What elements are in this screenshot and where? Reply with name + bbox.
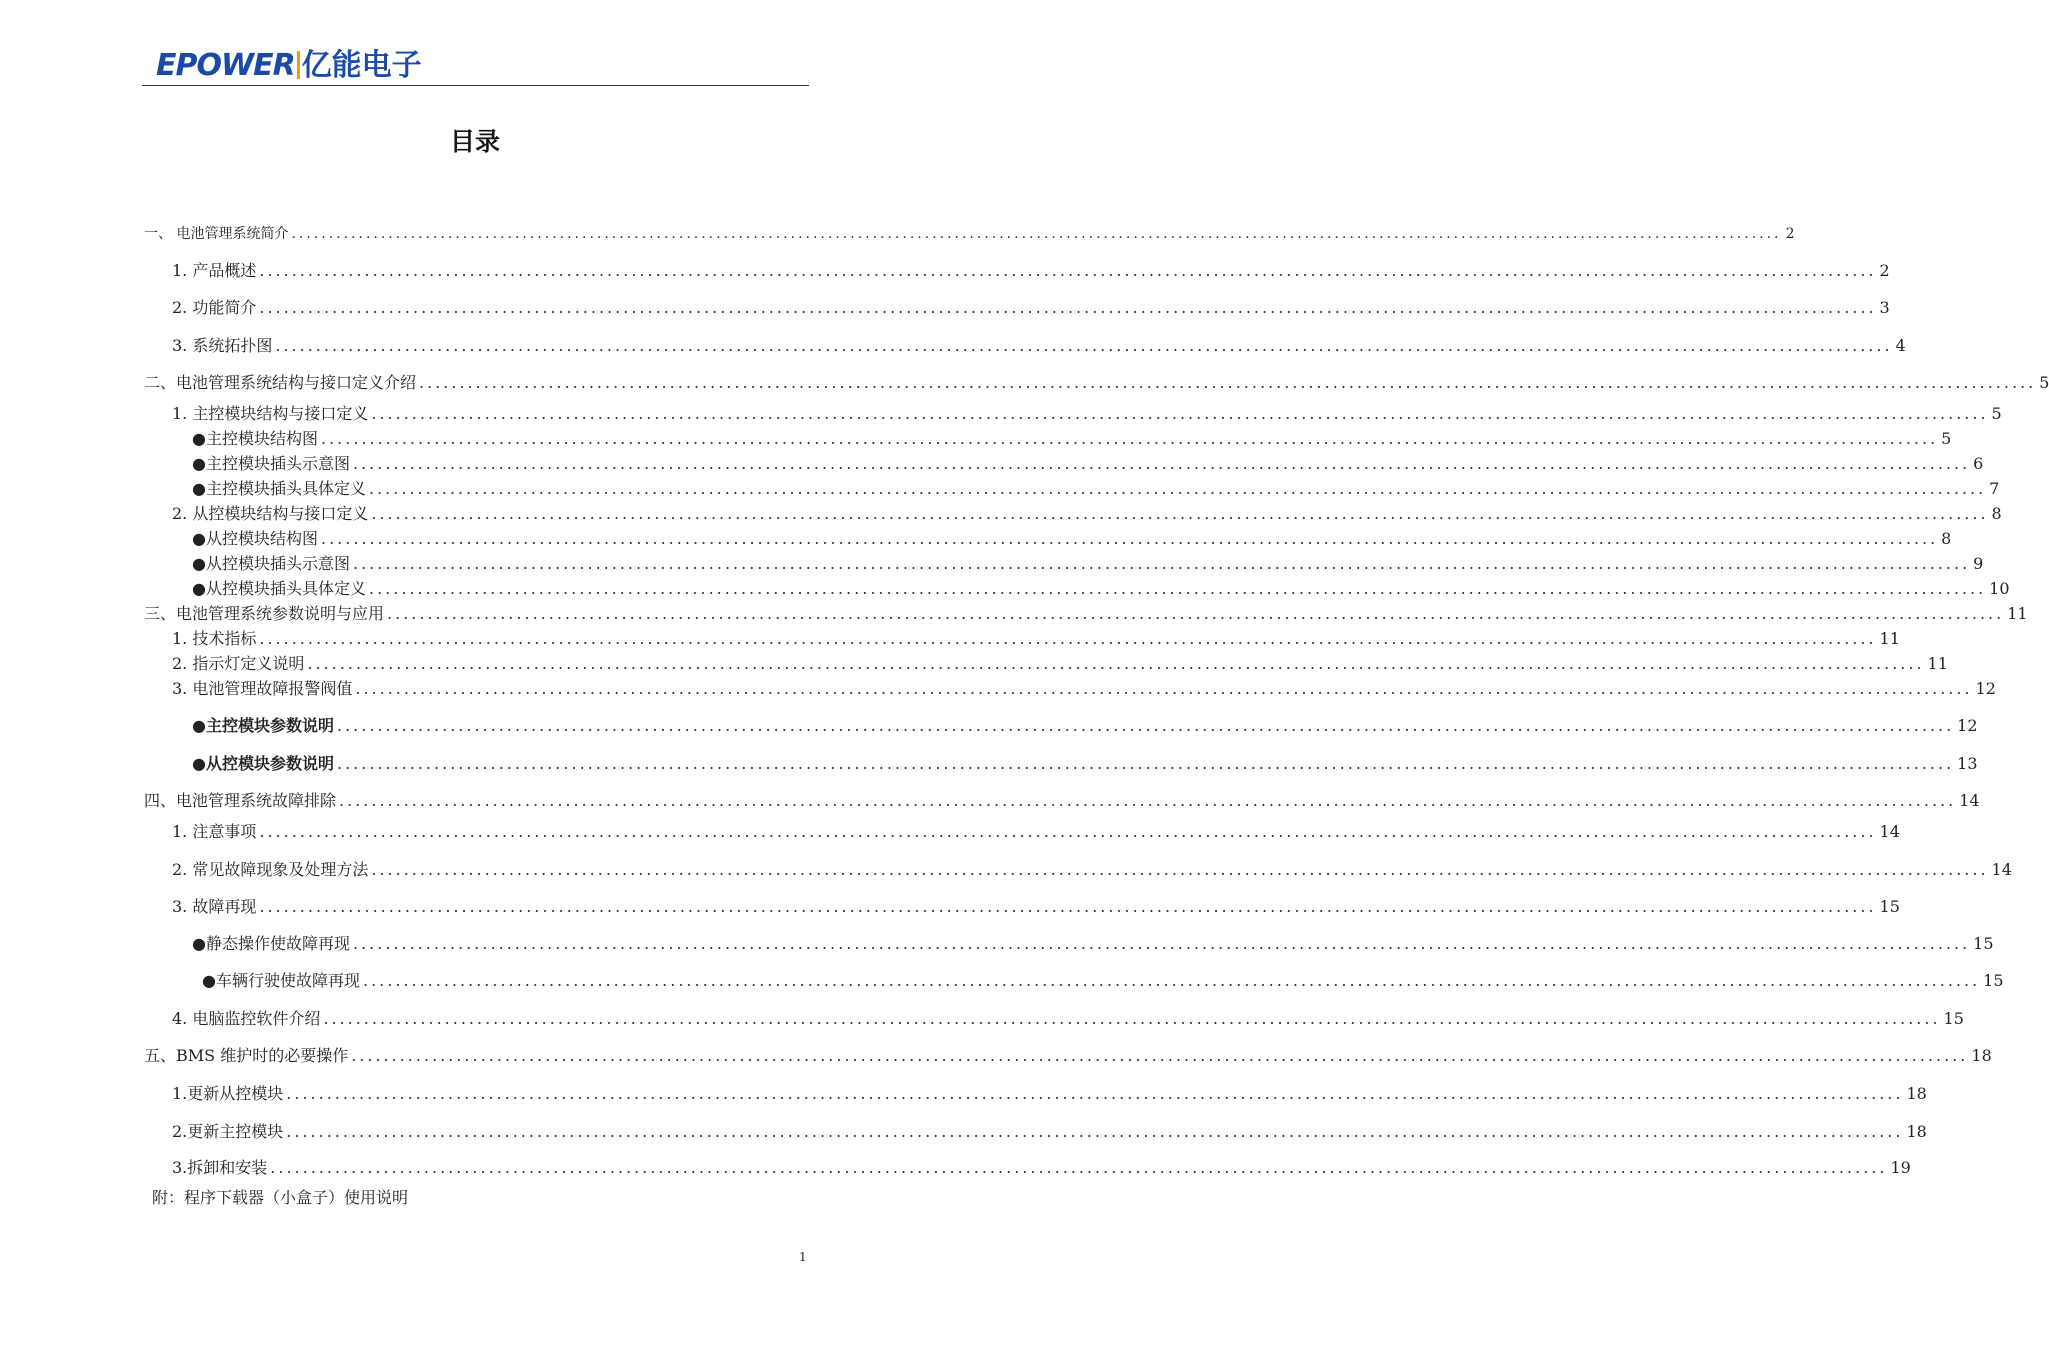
toc-entry-page: 8 (1991, 504, 2002, 523)
toc-entry[interactable] (172, 259, 1890, 283)
toc-entry-text: 2. 指示灯定义说明 (172, 654, 305, 673)
toc-entry-label (172, 627, 256, 651)
toc-entry-page: 18 (1906, 1084, 1927, 1103)
dot-leader: ........................................................................................................................................................................................................ (259, 897, 1877, 916)
toc-entry-label (172, 1007, 320, 1031)
toc-entry[interactable] (172, 858, 2012, 882)
toc-entry[interactable] (172, 1082, 1927, 1106)
logo-accent-bar (297, 51, 300, 79)
bullet-icon: ● (192, 716, 206, 735)
logo-chinese: 亿能电子 (301, 48, 422, 83)
toc-entry-label (192, 752, 334, 776)
bullet-icon: ● (192, 454, 206, 473)
toc-entry-label (144, 789, 336, 813)
toc-entry-label (172, 1082, 283, 1106)
dot-leader: ........................................................................................................................................................................................................ (323, 1009, 1941, 1028)
dot-leader: ........................................................................................................................................................................................................ (371, 504, 1989, 523)
page-header (142, 44, 809, 87)
toc-entry[interactable] (144, 602, 2028, 626)
toc-entry[interactable] (172, 502, 2002, 526)
dot-leader: ........................................................................................................................................................................................................ (286, 1084, 1904, 1103)
toc-entry[interactable] (192, 932, 1994, 956)
toc-entry-text: 主控模块参数说明 (205, 716, 334, 735)
toc-entry-label (144, 602, 384, 626)
toc-entry[interactable] (144, 371, 2049, 395)
dot-leader: ........................................................................................................................................................................................................ (320, 429, 1939, 448)
toc-entry-page: 7 (1989, 479, 2000, 498)
toc-entry[interactable] (172, 1120, 1927, 1144)
toc-entry-text: 从控模块插头示意图 (205, 554, 350, 573)
dot-leader: ........................................................................................................................................................................................................ (336, 716, 1955, 735)
dot-leader: ........................................................................................................................................................................................................ (259, 629, 1877, 648)
toc-entry-text: 2. 常见故障现象及处理方法 (172, 860, 369, 879)
toc-entry-page: 9 (1973, 554, 1984, 573)
toc-entry-text: 2.更新主控模块 (172, 1122, 284, 1141)
toc-entry-text: 1. 产品概述 (172, 261, 257, 280)
toc-entry-text: 从控模块结构图 (205, 529, 318, 548)
dot-leader: ........................................................................................................................................................................................................ (291, 226, 1782, 242)
toc-entry-text: 3.拆卸和安装 (172, 1158, 268, 1177)
bullet-icon: ● (192, 429, 206, 448)
toc-entry-text: 2. 功能简介 (172, 298, 257, 317)
toc-entry-label (144, 222, 288, 246)
toc-entry[interactable] (172, 677, 1996, 701)
bullet-icon: ● (192, 529, 206, 548)
toc-entry[interactable] (172, 334, 1906, 358)
toc-entry[interactable] (172, 1156, 1911, 1180)
bullet-icon: ● (192, 754, 206, 773)
dot-leader: ........................................................................................................................................................................................................ (371, 404, 1989, 423)
toc-entry[interactable] (144, 1044, 1992, 1068)
toc-entry[interactable] (192, 427, 1952, 451)
toc-entry[interactable] (192, 477, 2000, 501)
toc-entry-text: 1. 技术指标 (172, 629, 257, 648)
toc-entry-page: 11 (1927, 654, 1948, 673)
toc-entry-label (192, 714, 334, 738)
dot-leader: ........................................................................................................................................................................................................ (387, 604, 2005, 623)
toc-entry-page: 5 (1991, 404, 2002, 423)
toc-entry-text: 主控模块结构图 (205, 429, 318, 448)
toc-entry-text: 五、BMS 维护时的必要操作 (144, 1046, 349, 1065)
toc-entry[interactable] (192, 714, 1978, 738)
dot-leader: ........................................................................................................................................................................................................ (336, 754, 1955, 773)
appendix-line: 附：程序下载器（小盒子）使用说明 (152, 1188, 409, 1207)
dot-leader: ........................................................................................................................................................................................................ (368, 579, 1987, 598)
dot-leader: ........................................................................................................................................................................................................ (307, 654, 1925, 673)
toc-entry[interactable] (144, 789, 1980, 813)
toc-entry-page: 11 (2007, 604, 2028, 623)
epower-logo (156, 46, 422, 86)
toc-entry-label (192, 577, 366, 601)
toc-entry-label (172, 502, 368, 526)
dot-leader: ........................................................................................................................................................................................................ (362, 971, 1981, 990)
toc-entry-label (192, 477, 366, 501)
dot-leader: ........................................................................................................................................................................................................ (286, 1122, 1904, 1141)
toc-entry-label (192, 427, 318, 451)
toc-entry-page: 15 (1973, 934, 1994, 953)
toc-entry-label (172, 1156, 267, 1180)
toc-entry-page: 18 (1906, 1122, 1927, 1141)
toc-entry-label (172, 858, 368, 882)
logo-english: EPOWER (156, 48, 295, 83)
toc-entry-page: 4 (1895, 336, 1906, 355)
toc-entry-text: 车辆行驶使故障再现 (215, 971, 360, 990)
page-number: 1 (799, 1250, 807, 1264)
toc-entry[interactable] (192, 527, 1952, 551)
toc-entry[interactable] (172, 820, 1900, 844)
toc-entry-text: 静态操作使故障再现 (205, 934, 350, 953)
toc-entry[interactable] (192, 452, 1984, 476)
toc-entry[interactable] (172, 1007, 1964, 1031)
toc-entry-text: 主控模块插头示意图 (205, 454, 350, 473)
dot-leader: ........................................................................................................................................................................................................ (352, 454, 1971, 473)
toc-entry[interactable] (172, 652, 1948, 676)
toc-entry-label (172, 1120, 283, 1144)
toc-entry[interactable] (192, 752, 1978, 776)
dot-leader: ........................................................................................................................................................................................................ (275, 336, 1893, 355)
toc-entry-label (172, 677, 352, 701)
toc-entry[interactable] (202, 969, 2004, 993)
toc-entry-label (172, 296, 256, 320)
toc-entry-text: 2. 从控模块结构与接口定义 (172, 504, 369, 523)
toc-entry[interactable] (172, 627, 1900, 651)
dot-leader: ........................................................................................................................................................................................................ (351, 1046, 1969, 1065)
toc-entry-text: 1. 注意事项 (172, 822, 257, 841)
toc-entry-text: 三、电池管理系统参数说明与应用 (144, 604, 385, 623)
dot-leader: ........................................................................................................................................................................................................ (419, 373, 2037, 392)
toc-entry-label (192, 527, 318, 551)
toc-entry-page: 12 (1957, 716, 1978, 735)
toc-entry-page: 13 (1957, 754, 1978, 773)
toc-entry-text: 一、 电池管理系统简介 (144, 226, 289, 242)
toc-entry-page: 8 (1941, 529, 1952, 548)
toc-entry-label (202, 969, 360, 993)
toc-entry-text: 从控模块插头具体定义 (205, 579, 366, 598)
toc-entry-label (144, 371, 416, 395)
dot-leader: ........................................................................................................................................................................................................ (355, 679, 1973, 698)
page-title: 目录 (449, 127, 500, 156)
toc-entry-label (144, 1044, 348, 1068)
dot-leader: ........................................................................................................................................................................................................ (259, 298, 1877, 317)
bullet-icon: ● (192, 479, 206, 498)
toc-entry-page: 14 (1959, 791, 1980, 810)
toc-entry[interactable] (172, 402, 2002, 426)
toc-entry-page: 6 (1973, 454, 1984, 473)
toc-entry-page: 19 (1890, 1158, 1911, 1177)
toc-entry-page: 11 (1879, 629, 1900, 648)
toc-entry-text: 1. 主控模块结构与接口定义 (172, 404, 369, 423)
toc-entry-label (172, 402, 368, 426)
toc-entry-text: 四、电池管理系统故障排除 (144, 791, 337, 810)
toc-entry-text: 二、电池管理系统结构与接口定义介绍 (144, 373, 417, 392)
toc-entry-page: 5 (2039, 373, 2049, 392)
bullet-icon: ● (202, 971, 216, 990)
toc-entry-label (172, 652, 304, 676)
toc-entry-page: 15 (1943, 1009, 1964, 1028)
dot-leader: ........................................................................................................................................................................................................ (371, 860, 1989, 879)
toc-entry-page: 15 (1879, 897, 1900, 916)
toc-entry-text: 3. 系统拓扑图 (172, 336, 273, 355)
toc-entry-label (192, 452, 350, 476)
toc-entry-text: 主控模块插头具体定义 (205, 479, 366, 498)
toc-entry-text: 3. 电池管理故障报警阀值 (172, 679, 353, 698)
toc-entry[interactable] (172, 895, 1900, 919)
toc-entry[interactable] (172, 296, 1890, 320)
toc-entry-text: 3. 故障再现 (172, 897, 257, 916)
toc-entry-page: 14 (1879, 822, 1900, 841)
toc-entry[interactable] (192, 577, 2010, 601)
toc-entry-page: 12 (1975, 679, 1996, 698)
toc-entry-text: 1.更新从控模块 (172, 1084, 284, 1103)
header-rule (142, 85, 809, 86)
bullet-icon: ● (192, 554, 206, 573)
dot-leader: ........................................................................................................................................................................................................ (259, 261, 1877, 280)
toc-entry-page: 15 (1983, 971, 2004, 990)
dot-leader: ........................................................................................................................................................................................................ (320, 529, 1939, 548)
dot-leader: ........................................................................................................................................................................................................ (270, 1158, 1888, 1177)
dot-leader: ........................................................................................................................................................................................................ (339, 791, 1957, 810)
toc-entry-page: 14 (1991, 860, 2012, 879)
toc-entry-page: 2 (1879, 261, 1890, 280)
dot-leader: ........................................................................................................................................................................................................ (368, 479, 1987, 498)
toc-entry-label (172, 259, 256, 283)
toc-entry[interactable] (144, 222, 1795, 246)
dot-leader: ........................................................................................................................................................................................................ (259, 822, 1877, 841)
toc-entry[interactable] (192, 552, 1984, 576)
dot-leader: ........................................................................................................................................................................................................ (352, 554, 1971, 573)
toc-entry-label (172, 820, 256, 844)
dot-leader: ........................................................................................................................................................................................................ (352, 934, 1971, 953)
toc-entry-label (172, 334, 272, 358)
toc-entry-label (192, 552, 350, 576)
toc-entry-label (172, 895, 256, 919)
bullet-icon: ● (192, 579, 206, 598)
toc-entry-page: 10 (1989, 579, 2010, 598)
bullet-icon: ● (192, 934, 206, 953)
toc-entry-label (192, 932, 350, 956)
toc-entry-page: 3 (1879, 298, 1890, 317)
toc-entry-text: 从控模块参数说明 (205, 754, 334, 773)
toc-entry-page: 18 (1971, 1046, 1992, 1065)
toc-entry-page: 5 (1941, 429, 1952, 448)
toc-entry-page: 2 (1785, 226, 1795, 242)
toc-entry-text: 4. 电脑监控软件介绍 (172, 1009, 321, 1028)
